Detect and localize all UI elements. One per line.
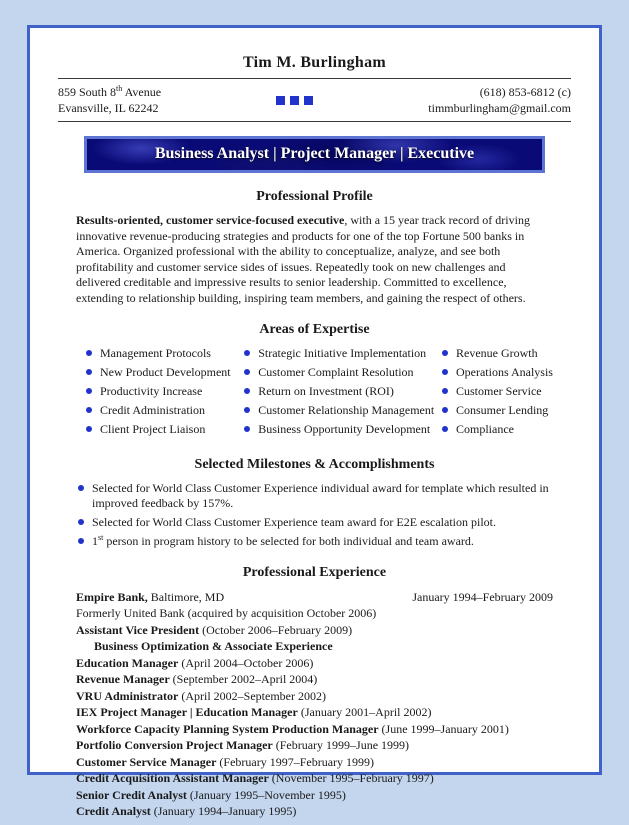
employer-name-location: [76, 589, 224, 605]
role-line: Revenue Manager (September 2002–April 2004): [76, 672, 318, 686]
expertise-item: Management Protocols: [84, 346, 242, 360]
divider: [58, 121, 571, 122]
expertise-item: Revenue Growth: [440, 346, 553, 360]
experience-heading: Professional Experience: [242, 565, 387, 580]
expertise-column-1: [76, 346, 242, 441]
role-line: VRU Administrator (April 2002–September 2002): [76, 688, 326, 703]
formerly-line: Formerly United Bank (acquired by acquisition October 2006): [76, 606, 377, 620]
expertise-item: Business Opportunity Development: [242, 422, 440, 436]
divider: [58, 78, 571, 79]
expertise-column-2: [242, 346, 440, 441]
role-line: IEX Project Manager | Education Manager (January 2001–April 2002): [76, 705, 432, 719]
resume-content: [58, 189, 571, 820]
expertise-item: Compliance: [440, 422, 553, 436]
contact-block: [428, 84, 571, 116]
profile-heading: Professional Profile: [256, 189, 373, 204]
title-banner: Business Analyst | Project Manager | Executive: [84, 136, 545, 173]
role-line: Credit Analyst (January 1994–January 1995): [76, 804, 297, 818]
milestones-list: [76, 481, 553, 549]
city-line: Evansville, IL 62242: [58, 101, 159, 115]
expertise-item: Strategic Initiative Implementation: [242, 346, 440, 360]
phone-number: (618) 853-6812 (c): [479, 85, 571, 99]
expertise-item: Customer Service: [440, 384, 553, 398]
expertise-item: Productivity Increase: [84, 384, 242, 398]
expertise-item: Client Project Liaison: [84, 422, 242, 436]
employer-row: [76, 589, 553, 605]
contact-row: [58, 82, 571, 118]
expertise-column-3: [440, 346, 553, 441]
resume-page: [27, 25, 602, 818]
employer-location: Baltimore, MD: [147, 590, 225, 604]
profile-lead: Results-oriented, customer service-focused executive: [76, 213, 345, 227]
milestone-item: Selected for World Class Customer Experience individual award for template which resulted in improved feedback by 157%.: [76, 481, 553, 511]
milestone-item: Selected for World Class Customer Experience team award for E2E escalation pilot.: [76, 515, 553, 530]
blue-square-icon: [290, 96, 299, 105]
expertise-item: New Product Development: [84, 365, 242, 379]
person-name: Tim M. Burlingham: [242, 54, 387, 71]
milestones-heading: Selected Milestones & Accomplishments: [194, 457, 435, 472]
employer-name: Empire Bank,: [76, 590, 148, 604]
role-line: Portfolio Conversion Project Manager (February 1999–June 1999): [76, 738, 410, 752]
expertise-item: Customer Relationship Management: [242, 403, 440, 417]
expertise-grid: [76, 346, 553, 441]
role-line: Assistant Vice President (October 2006–February 2009): [76, 622, 353, 637]
role-line: Senior Credit Analyst (January 1995–November 1995): [76, 787, 346, 802]
expertise-item: Customer Complaint Resolution: [242, 365, 440, 379]
role-line: Customer Service Manager (February 1997–February 1999): [76, 754, 375, 769]
profile-paragraph: [76, 213, 553, 306]
role-line: Credit Acquisition Assistant Manager (November 1995–February 1997): [76, 771, 434, 785]
header: [58, 54, 571, 122]
address-line: 859 South 8th Avenue: [58, 84, 162, 99]
milestone-item: 1st person in program history to be selected for both individual and team award.: [76, 534, 553, 549]
address-block: [58, 84, 161, 116]
email-address: timmburlingham@gmail.com: [428, 101, 571, 115]
role-line: Education Manager (April 2004–October 2006): [76, 655, 314, 670]
expertise-item: Return on Investment (ROI): [242, 384, 440, 398]
expertise-item: Operations Analysis: [440, 365, 553, 379]
expertise-item: Consumer Lending: [440, 403, 553, 417]
profile-body: , with a 15 year track record of driving innovative revenue-producing strategies and products for one of the top Fortune 500 banks in America. Organized professional with the ability to conceptualize, analyze, and see both profitability and customer service sides of issues. Repeatedly took on new challenges and delivered creditable and impressive results to senior leadership. Committed to excellence, extending to relationship building, inspiring team members, and gaining the respect of others.: [76, 213, 530, 305]
blue-square-icon: [276, 96, 285, 105]
role-line: Workforce Capacity Planning System Production Manager (June 1999–January 2001): [76, 721, 509, 736]
three-squares-icon: [276, 96, 313, 105]
expertise-item: Credit Administration: [84, 403, 242, 417]
blue-square-icon: [304, 96, 313, 105]
expertise-heading: Areas of Expertise: [259, 322, 370, 337]
employment-dates: January 1994–February 2009: [412, 590, 553, 604]
role-subline: Business Optimization & Associate Experience: [94, 639, 333, 653]
